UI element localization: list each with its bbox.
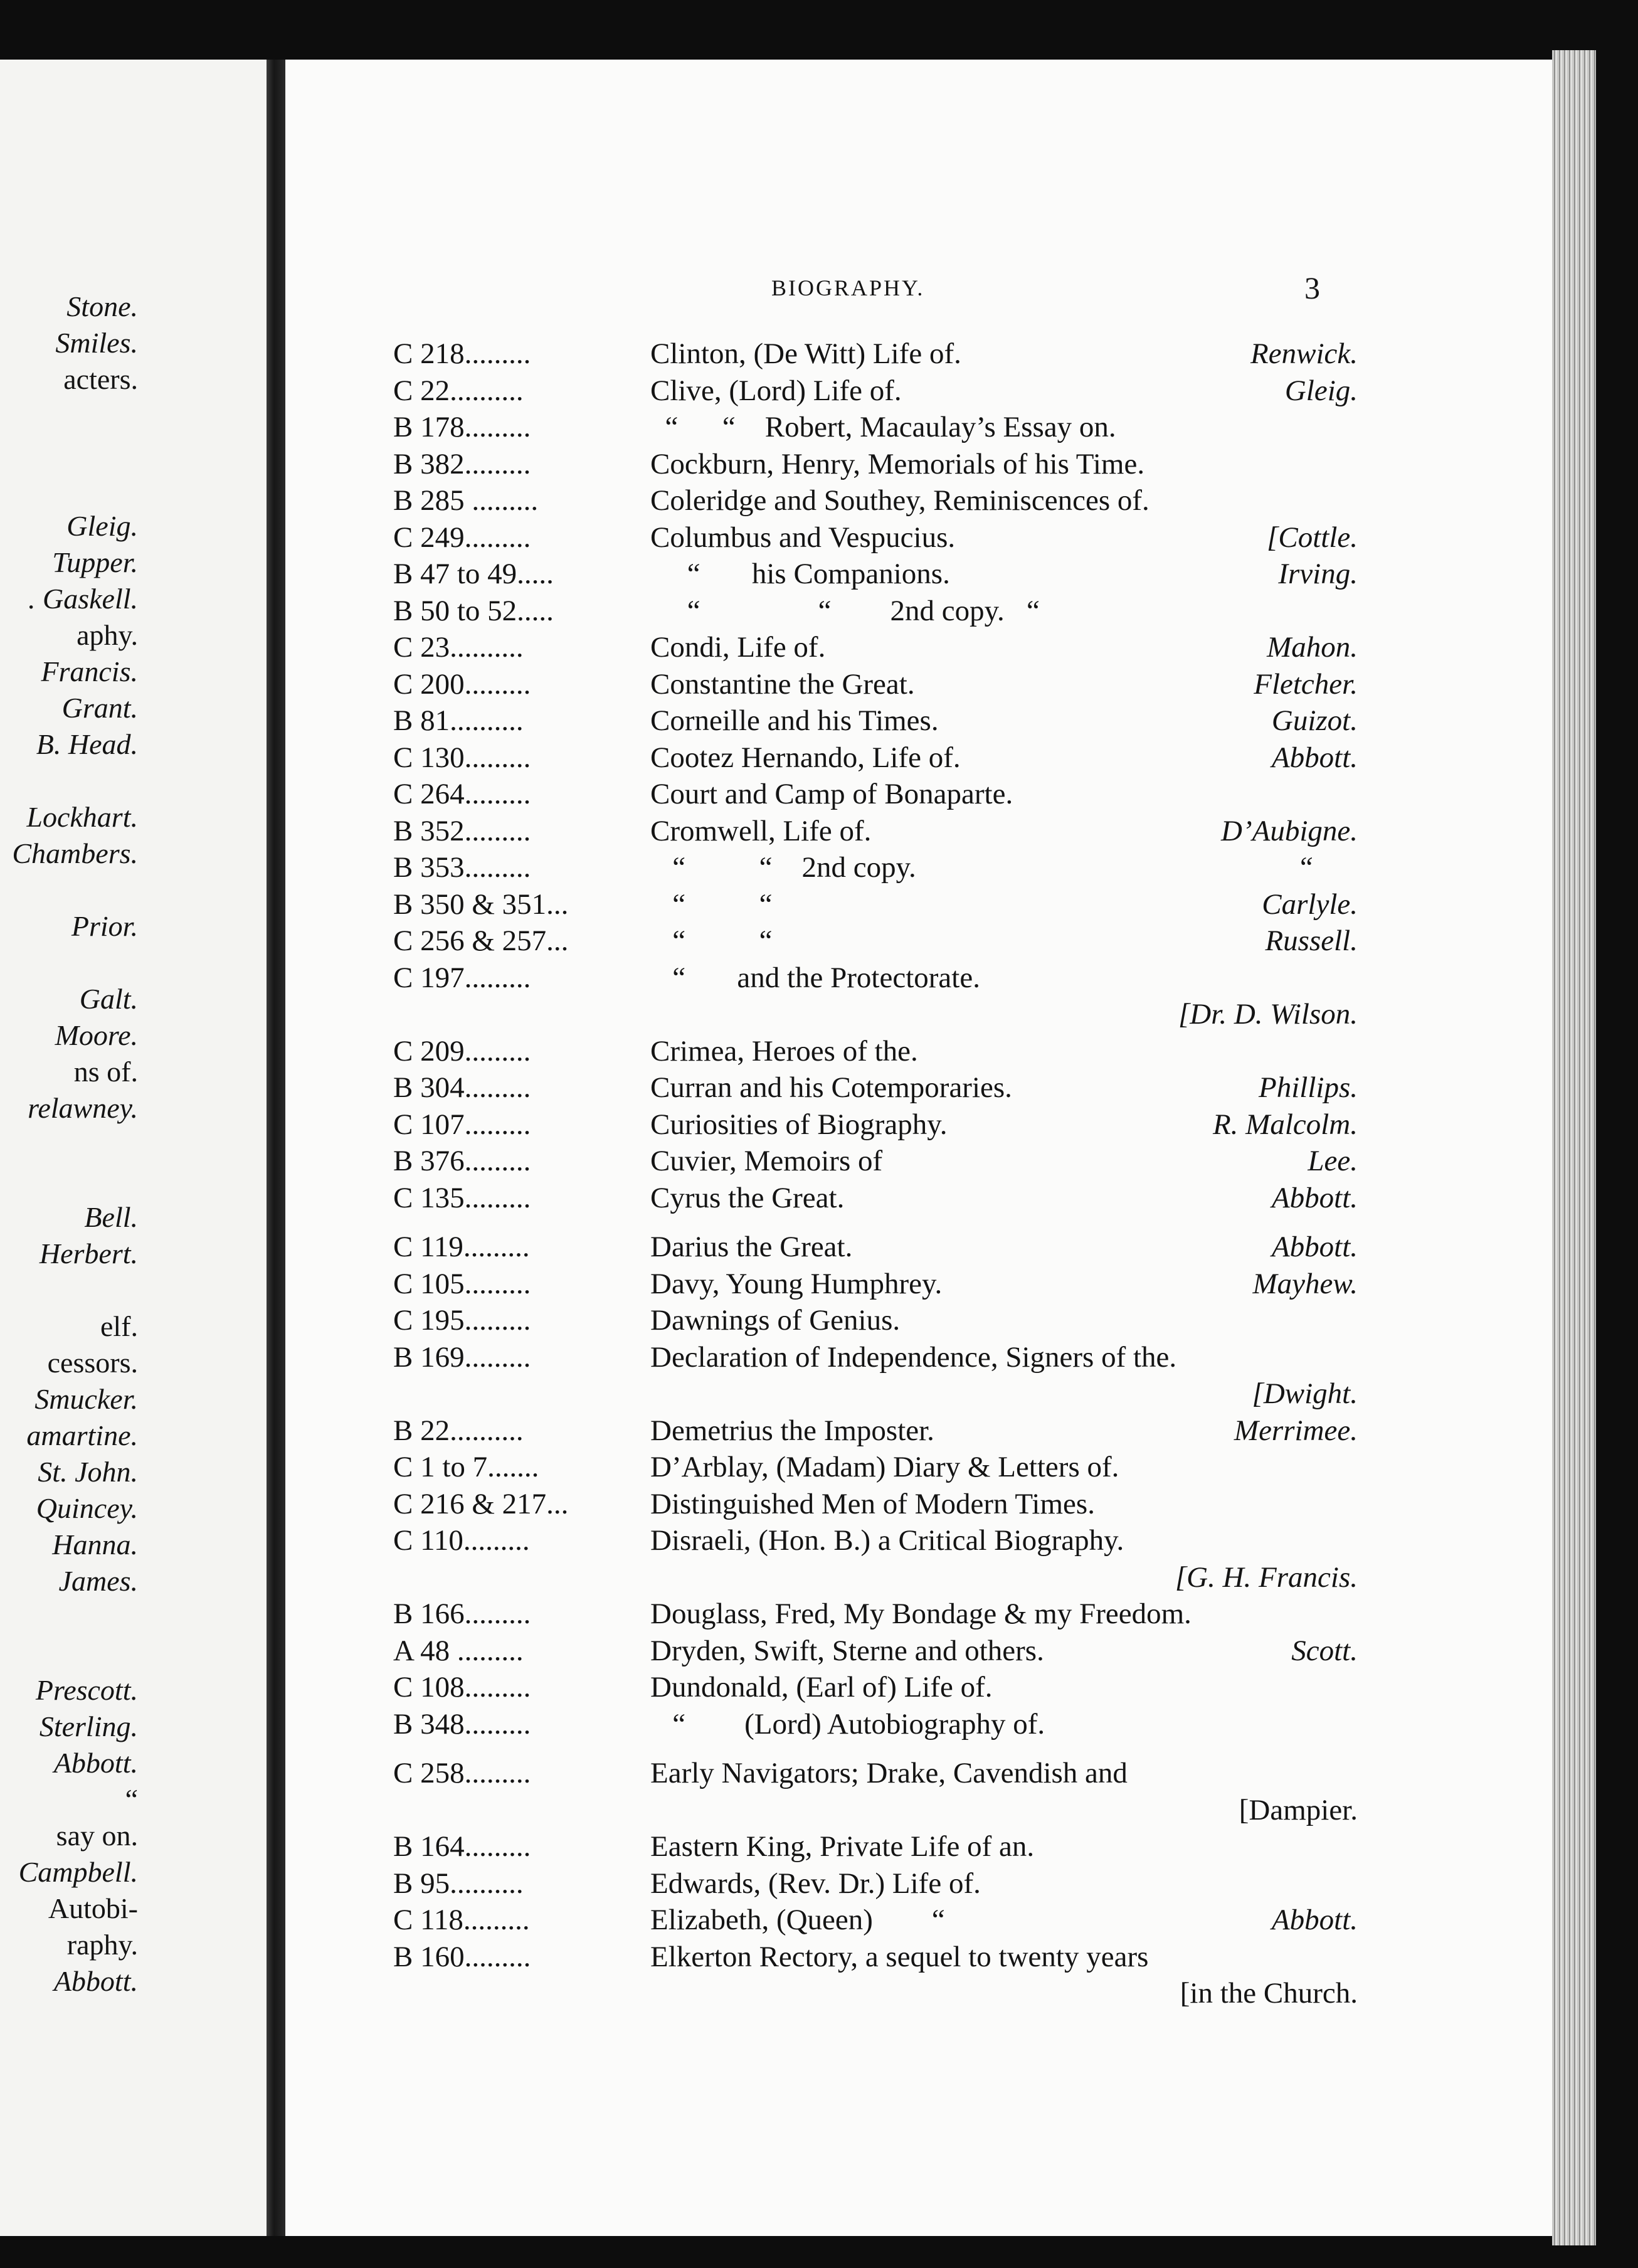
- shelf-reference: B 169.........: [393, 1340, 531, 1374]
- left-page-fragment: James.: [58, 1565, 138, 1597]
- catalog-entry: [285, 1828, 1552, 1865]
- catalog-entry: [285, 1033, 1552, 1070]
- catalog-entry: [285, 1706, 1552, 1743]
- entry-title: “ “ Robert, Macaulay’s Essay on.: [650, 411, 1116, 443]
- entry-title: Court and Camp of Bonaparte.: [650, 778, 1013, 810]
- left-page-fragment: say on.: [56, 1820, 138, 1852]
- entry-title: Crimea, Heroes of the.: [650, 1034, 918, 1068]
- left-page-fragment: aphy.: [77, 619, 138, 651]
- entry-title: Condi, Life of.: [650, 631, 826, 664]
- left-page-fragment: Moore.: [55, 1019, 138, 1051]
- catalog-entry: [285, 1975, 1552, 2012]
- left-page-fragment: Autobi-: [48, 1892, 138, 1924]
- entry-title: Disraeli, (Hon. B.) a Critical Biography.: [650, 1524, 1124, 1557]
- entry-title: Declaration of Independence, Signers of the.: [650, 1340, 1177, 1374]
- running-head: BIOGRAPHY.: [771, 275, 925, 300]
- catalog-entry: [285, 666, 1552, 703]
- shelf-reference: B 304.........: [393, 1071, 531, 1104]
- left-page-fragment: “: [125, 1783, 138, 1815]
- catalog-entry: [285, 1449, 1552, 1486]
- entry-title: Elizabeth, (Queen) “: [650, 1904, 945, 1936]
- catalog-entry: [285, 1559, 1552, 1596]
- catalog-entry: [285, 1902, 1552, 1939]
- shelf-reference: C 108.........: [393, 1671, 531, 1704]
- shelf-reference: C 130.........: [393, 741, 531, 774]
- shelf-reference: C 216 & 217...: [393, 1487, 569, 1520]
- catalog-entry: [285, 1486, 1552, 1523]
- shelf-reference: B 353.........: [393, 851, 531, 884]
- entry-title: “ “ 2nd copy.: [650, 851, 916, 884]
- entry-continuation: [G. H. Francis.: [1175, 1561, 1358, 1594]
- entry-author: Merrimee.: [1234, 1414, 1358, 1447]
- shelf-reference: C 264.........: [393, 778, 531, 810]
- entry-title: Dawnings of Genius.: [650, 1304, 901, 1337]
- entry-title: “ “ 2nd copy. “: [650, 594, 1040, 627]
- shelf-reference: C 135.........: [393, 1181, 531, 1214]
- entry-title: Curiosities of Biography.: [650, 1108, 948, 1141]
- entry-author: Irving.: [1278, 558, 1358, 590]
- entry-title: Edwards, (Rev. Dr.) Life of.: [650, 1867, 981, 1900]
- entry-title: Cootez Hernando, Life of.: [650, 741, 961, 774]
- shelf-reference: C 1 to 7.......: [393, 1451, 539, 1483]
- catalog-entry: [285, 1069, 1552, 1106]
- entry-author: Guizot.: [1271, 704, 1358, 737]
- shelf-reference: C 118.........: [393, 1904, 530, 1936]
- entry-title: Demetrius the Imposter.: [650, 1414, 934, 1447]
- shelf-reference: C 249.........: [393, 521, 531, 554]
- shelf-reference: B 95..........: [393, 1867, 524, 1900]
- left-page-fragment: Herbert.: [39, 1237, 138, 1269]
- entry-author: Abbott.: [1271, 1231, 1358, 1263]
- left-page-fragment: Prior.: [71, 910, 138, 942]
- left-page-fragment: relawney.: [28, 1092, 138, 1124]
- catalog-entry: [285, 996, 1552, 1033]
- entry-continuation: [Dampier.: [1239, 1793, 1358, 1826]
- shelf-reference: B 166.........: [393, 1598, 531, 1630]
- catalog-entry: [285, 813, 1552, 850]
- entry-author: Fletcher.: [1254, 667, 1358, 701]
- shelf-reference: B 285 .........: [393, 484, 539, 517]
- entry-title: Cromwell, Life of.: [650, 814, 872, 847]
- shelf-reference: A 48 .........: [393, 1634, 524, 1667]
- entry-title: Cockburn, Henry, Memorials of his Time.: [650, 447, 1145, 480]
- shelf-reference: B 160.........: [393, 1940, 531, 1973]
- catalog-entry: [285, 593, 1552, 630]
- left-page-fragment: Hanna.: [52, 1529, 138, 1561]
- entry-continuation: [Dwight.: [1252, 1377, 1358, 1410]
- catalog-entry: [285, 519, 1552, 556]
- left-page-fragment: Prescott.: [35, 1674, 138, 1706]
- entry-author: Abbott.: [1271, 1904, 1358, 1936]
- catalog-entry: [285, 1755, 1552, 1792]
- catalog-entry: [285, 409, 1552, 446]
- left-page-fragment: Galt.: [79, 983, 138, 1015]
- catalog-entry: [285, 923, 1552, 960]
- catalog-entry: [285, 1669, 1552, 1706]
- shelf-reference: B 22..........: [393, 1414, 524, 1447]
- left-page-fragment: amartine.: [26, 1419, 138, 1451]
- catalog-entry: [285, 482, 1552, 519]
- shelf-reference: C 23..........: [393, 631, 524, 664]
- left-page-fragment: Smucker.: [34, 1383, 138, 1415]
- page-number: 3: [1304, 270, 1320, 305]
- right-page: [285, 60, 1552, 2236]
- shelf-reference: C 22..........: [393, 374, 524, 407]
- entry-title: “ “: [650, 925, 773, 957]
- shelf-reference: B 81..........: [393, 704, 524, 737]
- left-page-fragment: Grant.: [61, 692, 138, 724]
- page-header: [285, 270, 1552, 314]
- entry-title: Coleridge and Southey, Reminiscences of.: [650, 484, 1149, 517]
- catalog-entry: [285, 446, 1552, 483]
- catalog-entry: [285, 1596, 1552, 1633]
- left-page-fragment: Tupper.: [52, 546, 138, 578]
- catalog-entry: [285, 629, 1552, 666]
- catalog-entry: [285, 1375, 1552, 1412]
- shelf-reference: C 256 & 257...: [393, 925, 569, 957]
- shelf-reference: C 105.........: [393, 1267, 531, 1300]
- left-page-fragment: Abbott.: [53, 1747, 138, 1779]
- left-page: [0, 60, 267, 2236]
- entry-author: [Cottle.: [1267, 521, 1358, 554]
- shelf-reference: B 352.........: [393, 814, 531, 847]
- entry-title: Eastern King, Private Life of an.: [650, 1830, 1035, 1863]
- catalog-entry: [285, 1266, 1552, 1303]
- shelf-reference: C 200.........: [393, 667, 531, 701]
- entry-title: “ “: [650, 888, 773, 921]
- entry-author: Abbott.: [1271, 741, 1358, 774]
- catalog-entry: [285, 373, 1552, 410]
- catalog-entry: [285, 336, 1552, 373]
- shelf-reference: C 258.........: [393, 1757, 531, 1789]
- entry-author: Carlyle.: [1262, 888, 1358, 921]
- entry-continuation: [in the Church.: [1180, 1977, 1358, 2010]
- catalog-entry: [285, 1143, 1552, 1180]
- left-page-fragment: ns of.: [73, 1056, 138, 1088]
- entry-title: “ his Companions.: [650, 558, 950, 590]
- shelf-reference: B 350 & 351...: [393, 888, 569, 921]
- entry-title: Douglass, Fred, My Bondage & my Freedom.: [650, 1598, 1192, 1630]
- entry-author: Gleig.: [1284, 374, 1358, 407]
- entry-title: Dundonald, (Earl of) Life of.: [650, 1671, 993, 1704]
- shelf-reference: C 119.........: [393, 1231, 530, 1263]
- left-page-fragment: Stone.: [66, 290, 138, 322]
- left-page-fragment: Gleig.: [66, 510, 138, 542]
- left-page-fragment: acters.: [63, 363, 138, 395]
- left-page-fragment: Sterling.: [39, 1710, 138, 1742]
- catalog-entry: [285, 1792, 1552, 1829]
- shelf-reference: B 47 to 49.....: [393, 558, 554, 590]
- entry-author: D’Aubigne.: [1221, 814, 1358, 847]
- entry-title: Curran and his Cotemporaries.: [650, 1071, 1012, 1104]
- shelf-reference: B 382.........: [393, 447, 531, 480]
- left-page-fragment: elf.: [100, 1310, 138, 1342]
- catalog-entry: [285, 1633, 1552, 1670]
- left-page-fragment: cessors.: [47, 1347, 138, 1379]
- left-page-fragment: B. Head.: [36, 728, 138, 760]
- entry-title: Early Navigators; Drake, Cavendish and: [650, 1757, 1128, 1789]
- entry-author: Abbott.: [1271, 1181, 1358, 1214]
- shelf-reference: C 218.........: [393, 337, 531, 370]
- entry-title: Clive, (Lord) Life of.: [650, 374, 902, 407]
- shelf-reference: B 178.........: [393, 411, 531, 443]
- shelf-reference: C 110.........: [393, 1524, 530, 1557]
- entry-title: Dryden, Swift, Sterne and others.: [650, 1634, 1044, 1667]
- shelf-reference: B 348.........: [393, 1707, 531, 1741]
- catalog-entry: [285, 1865, 1552, 1902]
- entry-title: Corneille and his Times.: [650, 704, 939, 737]
- catalog-entry: [285, 886, 1552, 923]
- entry-title: Davy, Young Humphrey.: [650, 1267, 943, 1300]
- left-page-fragment: Chambers.: [12, 837, 138, 869]
- entry-title: “ and the Protectorate.: [650, 961, 980, 994]
- catalog-entry: [285, 1106, 1552, 1143]
- shelf-reference: C 197.........: [393, 961, 531, 994]
- left-page-fragment: . Gaskell.: [28, 583, 138, 615]
- entry-title: Distinguished Men of Modern Times.: [650, 1487, 1095, 1520]
- book-gutter: [267, 60, 285, 2236]
- shelf-reference: C 209.........: [393, 1034, 531, 1068]
- catalog-entry: [285, 1522, 1552, 1559]
- left-page-fragment: St. John.: [38, 1456, 138, 1488]
- catalog-entry: [285, 1180, 1552, 1217]
- left-page-fragment: Campbell.: [18, 1856, 138, 1888]
- catalog-entry: [285, 960, 1552, 997]
- left-page-fragment: Smiles.: [55, 327, 138, 359]
- shelf-reference: B 376.........: [393, 1145, 531, 1177]
- entry-title: Columbus and Vespucius.: [650, 521, 956, 554]
- catalog-entries: [285, 336, 1552, 2012]
- entry-title: Clinton, (De Witt) Life of.: [650, 337, 961, 370]
- entry-title: “ (Lord) Autobiography of.: [650, 1707, 1045, 1741]
- entry-author: Phillips.: [1259, 1071, 1358, 1104]
- left-page-fragment: Abbott.: [53, 1965, 138, 1997]
- entry-title: Darius the Great.: [650, 1231, 853, 1263]
- catalog-entry: [285, 776, 1552, 813]
- entry-author: Lee.: [1308, 1145, 1358, 1177]
- entry-author: Renwick.: [1250, 337, 1358, 370]
- entry-author: Scott.: [1291, 1634, 1358, 1667]
- entry-author: Mayhew.: [1252, 1267, 1358, 1300]
- entry-title: D’Arblay, (Madam) Diary & Letters of.: [650, 1451, 1119, 1483]
- catalog-entry: [285, 1412, 1552, 1449]
- shelf-reference: B 50 to 52.....: [393, 594, 554, 627]
- entry-title: Constantine the Great.: [650, 667, 915, 701]
- catalog-entry: [285, 1939, 1552, 1976]
- catalog-entry: [285, 702, 1552, 739]
- catalog-entry: [285, 739, 1552, 776]
- entry-author: Russell.: [1265, 925, 1358, 957]
- entry-title: Elkerton Rectory, a sequel to twenty years: [650, 1940, 1149, 1973]
- left-page-fragment: Bell.: [84, 1201, 138, 1233]
- shelf-reference: C 107.........: [393, 1108, 531, 1141]
- shelf-reference: C 195.........: [393, 1304, 531, 1337]
- catalog-entry: [285, 849, 1552, 886]
- entry-title: Cyrus the Great.: [650, 1181, 845, 1214]
- left-page-fragment: Quincey.: [36, 1492, 138, 1524]
- catalog-entry: [285, 1229, 1552, 1266]
- entry-title: Cuvier, Memoirs of: [650, 1145, 883, 1177]
- catalog-entry: [285, 1339, 1552, 1376]
- left-page-fragment: Francis.: [41, 655, 138, 687]
- catalog-entry: [285, 1302, 1552, 1339]
- left-page-fragment: raphy.: [66, 1929, 138, 1961]
- entry-author: Mahon.: [1267, 631, 1358, 664]
- entry-author: “: [1297, 851, 1358, 884]
- entry-continuation: [Dr. D. Wilson.: [1178, 998, 1358, 1031]
- left-page-fragment: Lockhart.: [26, 801, 138, 833]
- catalog-entry: [285, 556, 1552, 593]
- shelf-reference: B 164.........: [393, 1830, 531, 1863]
- page-edges: [1552, 50, 1596, 2245]
- entry-author: R. Malcolm.: [1212, 1108, 1358, 1141]
